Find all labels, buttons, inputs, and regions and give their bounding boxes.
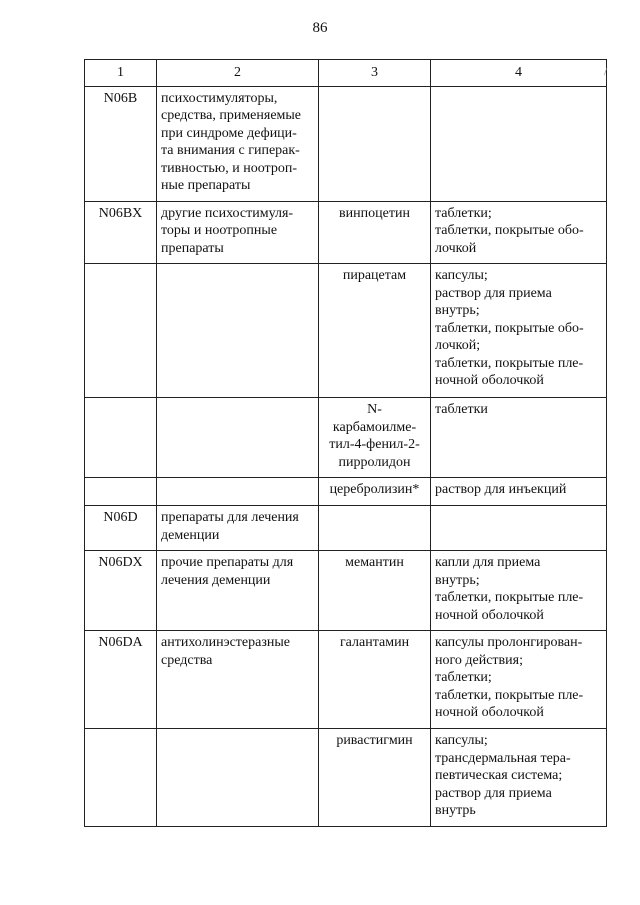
inn-cell xyxy=(319,631,431,729)
dosage-forms-cell-line: таблетки, покрытые пле- xyxy=(435,355,584,371)
dosage-forms-cell-line: таблетки; xyxy=(435,205,492,221)
dosage-forms-cell xyxy=(431,201,607,264)
inn-cell xyxy=(319,201,431,264)
dosage-forms-cell xyxy=(431,729,607,827)
inn-cell-line: тил-4-фенил-2- xyxy=(329,437,420,452)
table-row xyxy=(85,631,607,729)
dosage-forms-cell xyxy=(431,506,607,551)
inn-cell xyxy=(319,398,431,478)
atc-code-cell xyxy=(85,264,157,398)
inn-cell-line: винпоцетин xyxy=(339,205,410,221)
inn-cell-line: пирролидон xyxy=(338,454,411,470)
dosage-forms-cell-line: капсулы; xyxy=(435,268,488,283)
dosage-forms-cell-line: ночной оболочкой xyxy=(435,607,544,623)
group-name-cell xyxy=(157,478,319,506)
header-row xyxy=(85,60,607,87)
group-name-cell xyxy=(157,398,319,478)
inn-cell-line: церебролизин* xyxy=(329,482,420,497)
group-name-cell-line: другие психостимуля- xyxy=(161,205,294,221)
table-row xyxy=(85,551,607,631)
inn-cell-line: N- xyxy=(367,402,382,417)
dosage-forms-cell-line: лочкой xyxy=(435,240,477,256)
group-name-cell xyxy=(157,729,319,827)
table-row xyxy=(85,478,607,506)
atc-code-cell xyxy=(85,478,157,506)
group-name-cell-line: психостимуляторы, xyxy=(161,90,278,106)
atc-code-cell: N06DA xyxy=(85,631,157,729)
dosage-forms-cell-line: таблетки; xyxy=(435,670,492,685)
margin-mark: / xyxy=(604,64,608,78)
dosage-forms-cell-line: раствор для приема xyxy=(435,785,552,801)
dosage-forms-cell-line: ночной оболочкой xyxy=(435,705,544,720)
dosage-forms-cell-line: таблетки, покрытые пле- xyxy=(435,687,584,703)
inn-cell xyxy=(319,478,431,506)
group-name-cell-line: антихолинэстеразные xyxy=(161,635,290,650)
inn-cell xyxy=(319,264,431,398)
inn-cell-line: ривастигмин xyxy=(336,733,413,748)
atc-code-cell: N06D xyxy=(85,506,157,551)
group-name-cell xyxy=(157,86,319,201)
table-row xyxy=(85,264,607,398)
group-name-cell-line: ные препараты xyxy=(161,178,251,193)
dosage-forms-cell-line: трансдермальная тера- xyxy=(435,750,571,766)
header-cell-1: 1 xyxy=(85,60,157,87)
table-row xyxy=(85,729,607,827)
group-name-cell xyxy=(157,264,319,398)
dosage-forms-cell-line: лочкой; xyxy=(435,338,481,353)
group-name-cell-line: деменции xyxy=(161,527,220,543)
dosage-forms-cell-line: ного действия; xyxy=(435,652,523,668)
atc-code-cell: N06B xyxy=(85,86,157,201)
dosage-forms-cell xyxy=(431,264,607,398)
atc-code-cell: N06DX xyxy=(85,551,157,631)
group-name-cell xyxy=(157,201,319,264)
group-name-cell xyxy=(157,631,319,729)
group-name-cell-line: средства, применяемые xyxy=(161,108,302,123)
dosage-forms-cell-line: раствор для инъекций xyxy=(435,482,567,497)
inn-cell xyxy=(319,551,431,631)
dosage-forms-cell xyxy=(431,86,607,201)
inn-cell-line: галантамин xyxy=(339,635,410,650)
table-body xyxy=(85,86,607,826)
table-row xyxy=(85,506,607,551)
inn-cell xyxy=(319,729,431,827)
table-row xyxy=(85,86,607,201)
group-name-cell-line: торы и ноотропные xyxy=(161,223,278,238)
header-cell-2: 2 xyxy=(157,60,319,87)
dosage-forms-cell-line: капли для приема xyxy=(435,555,541,570)
group-name-cell-line: та внимания с гиперак- xyxy=(161,143,300,158)
dosage-forms-cell xyxy=(431,478,607,506)
group-name-cell-line: тивностью, и ноотроп- xyxy=(161,160,297,176)
table-row xyxy=(85,398,607,478)
group-name-cell xyxy=(157,506,319,551)
group-name-cell-line: средства xyxy=(161,652,213,668)
group-name-cell-line: при синдроме дефици- xyxy=(161,125,297,141)
dosage-forms-cell-line: внутрь xyxy=(435,803,476,818)
dosage-forms-cell-line: раствор для приема xyxy=(435,285,552,301)
dosage-forms-cell-line: таблетки, покрытые обо- xyxy=(435,223,584,238)
dosage-forms-cell-line: капсулы пролонгирован- xyxy=(435,635,583,650)
group-name-cell-line: препараты для лечения xyxy=(161,510,299,525)
dosage-forms-cell-line: внутрь; xyxy=(435,572,480,588)
page-number: 86 xyxy=(312,20,328,36)
table-row xyxy=(85,201,607,264)
dosage-forms-cell-line: внутрь; xyxy=(435,303,480,318)
dosage-forms-cell xyxy=(431,398,607,478)
inn-cell-line: карбамоилме- xyxy=(332,419,417,435)
inn-cell-line: пирацетам xyxy=(342,268,407,283)
dosage-forms-cell-line: капсулы; xyxy=(435,733,488,748)
group-name-cell-line: прочие препараты для xyxy=(161,555,294,570)
atc-code-cell xyxy=(85,729,157,827)
inn-cell-line: мемантин xyxy=(345,555,404,570)
header-cell-3: 3 xyxy=(319,60,431,87)
group-name-cell-line: препараты xyxy=(161,240,224,256)
group-name-cell xyxy=(157,551,319,631)
dosage-forms-cell xyxy=(431,631,607,729)
dosage-forms-cell-line: таблетки, покрытые обо- xyxy=(435,320,584,336)
inn-cell xyxy=(319,86,431,201)
drug-table xyxy=(84,59,607,827)
dosage-forms-cell xyxy=(431,551,607,631)
group-name-cell-line: лечения деменции xyxy=(161,572,271,588)
atc-code-cell: N06BX xyxy=(85,201,157,264)
dosage-forms-cell-line: таблетки xyxy=(435,402,488,417)
dosage-forms-cell-line: певтическая система; xyxy=(435,768,563,783)
header-cell-4: 4 xyxy=(431,60,607,87)
inn-cell xyxy=(319,506,431,551)
dosage-forms-cell-line: ночной оболочкой xyxy=(435,373,544,388)
dosage-forms-cell-line: таблетки, покрытые пле- xyxy=(435,590,584,605)
atc-code-cell xyxy=(85,398,157,478)
